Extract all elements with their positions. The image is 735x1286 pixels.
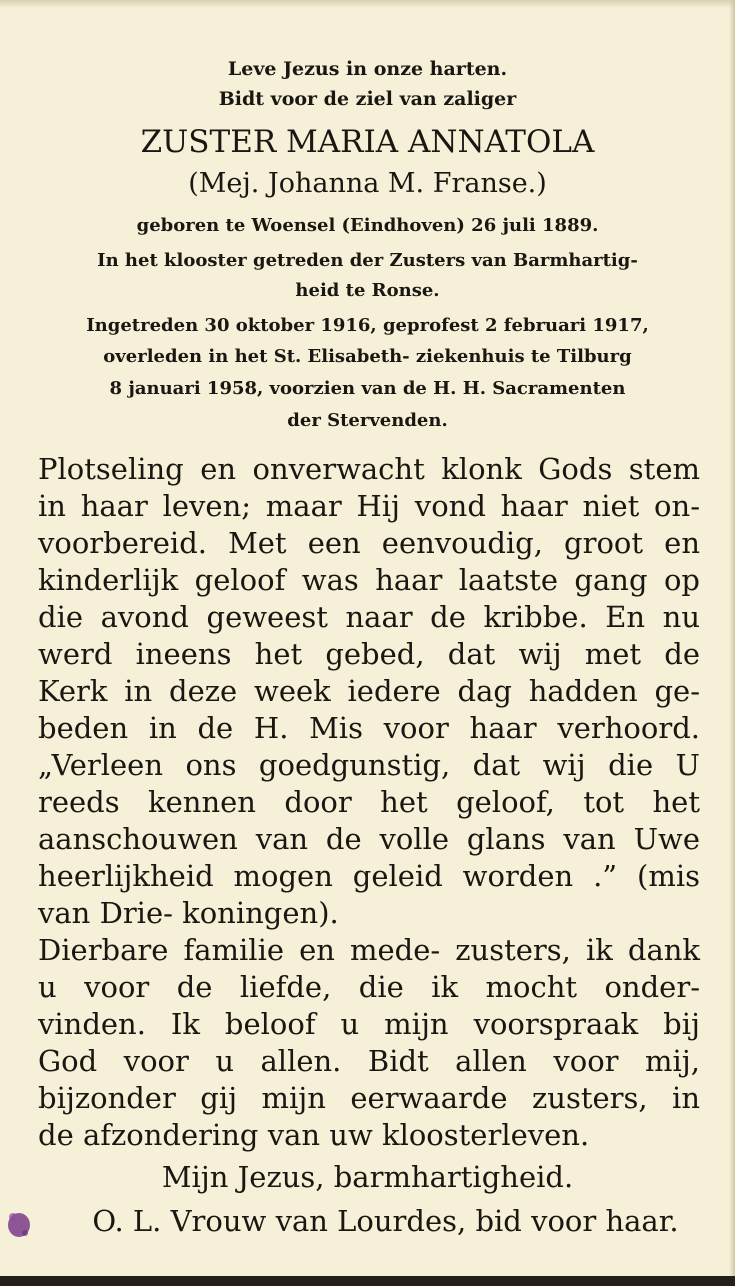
text-line: bijzonder gij mijn eerwaarde zusters, in xyxy=(38,1081,700,1115)
text-line: u voor de liefde, die ik mocht onder- xyxy=(38,970,700,1004)
birth-line: geboren te Woensel (Eindhoven) 26 juli 1889. xyxy=(136,215,599,236)
dates-line-4: der Stervenden. xyxy=(287,410,448,431)
dates-line-3: 8 januari 1958, voorzien van de H. H. Sacramenten xyxy=(109,378,626,399)
dates-line-1: Ingetreden 30 oktober 1916, geprofest 2 februari 1917, xyxy=(86,315,649,336)
civil-name: (Mej. Johanna M. Franse.) xyxy=(188,168,547,199)
text-line: Dierbare familie en mede- zusters, ik dank xyxy=(38,933,700,967)
closing-prayer-2: O. L. Vrouw van Lourdes, bid voor haar. xyxy=(92,1204,679,1238)
closing-prayer-1: Mijn Jezus, barmhartigheid. xyxy=(161,1160,574,1194)
cloister-line-2: heid te Ronse. xyxy=(295,280,440,301)
text-line: Plotseling en onverwacht klonk Gods stem xyxy=(38,452,700,486)
text-line: God voor u allen. Bidt allen voor mij, xyxy=(38,1044,700,1078)
dates-line-2: overleden in het St. Elisabeth- ziekenhuis te Tilburg xyxy=(103,346,632,367)
cloister-line-1: In het klooster getreden der Zusters van Barmhartig- xyxy=(97,250,638,271)
text-line: die avond geweest naar de kribbe. En nu xyxy=(38,600,700,634)
text-line: beden in de H. Mis voor haar verhoord. xyxy=(38,711,700,745)
text-line: kinderlijk geloof was haar laatste gang op xyxy=(38,563,700,597)
header-prayer-line: Leve Jezus in onze harten. xyxy=(227,58,508,80)
text-line: „Verleen ons goedgunstig, dat wij die U xyxy=(38,748,700,782)
header-request-line: Bidt voor de ziel van zaliger xyxy=(218,88,517,110)
text-line: heerlijkheid mogen geleid worden .” (mis xyxy=(38,859,700,893)
card-bottom-edge xyxy=(0,1276,735,1286)
card-top-edge xyxy=(0,0,735,8)
text-line: vinden. Ik beloof u mijn voorspraak bij xyxy=(38,1007,700,1041)
ink-stain-icon xyxy=(4,1203,34,1241)
text-line: reeds kennen door het geloof, tot het xyxy=(38,785,700,819)
text-line: aanschouwen van de volle glans van Uwe xyxy=(38,822,700,856)
text-line: in haar leven; maar Hij vond haar niet on- xyxy=(38,489,700,523)
text-line: Kerk in deze week iedere dag hadden ge- xyxy=(38,674,700,708)
text-line: werd ineens het gebed, dat wij met de xyxy=(38,637,700,671)
text-line: voorbereid. Met een eenvoudig, groot en xyxy=(38,526,700,560)
text-line: de afzondering van uw kloosterleven. xyxy=(38,1118,590,1152)
deceased-name: ZUSTER MARIA ANNATOLA xyxy=(140,124,595,160)
text-line: van Drie- koningen). xyxy=(38,896,339,930)
